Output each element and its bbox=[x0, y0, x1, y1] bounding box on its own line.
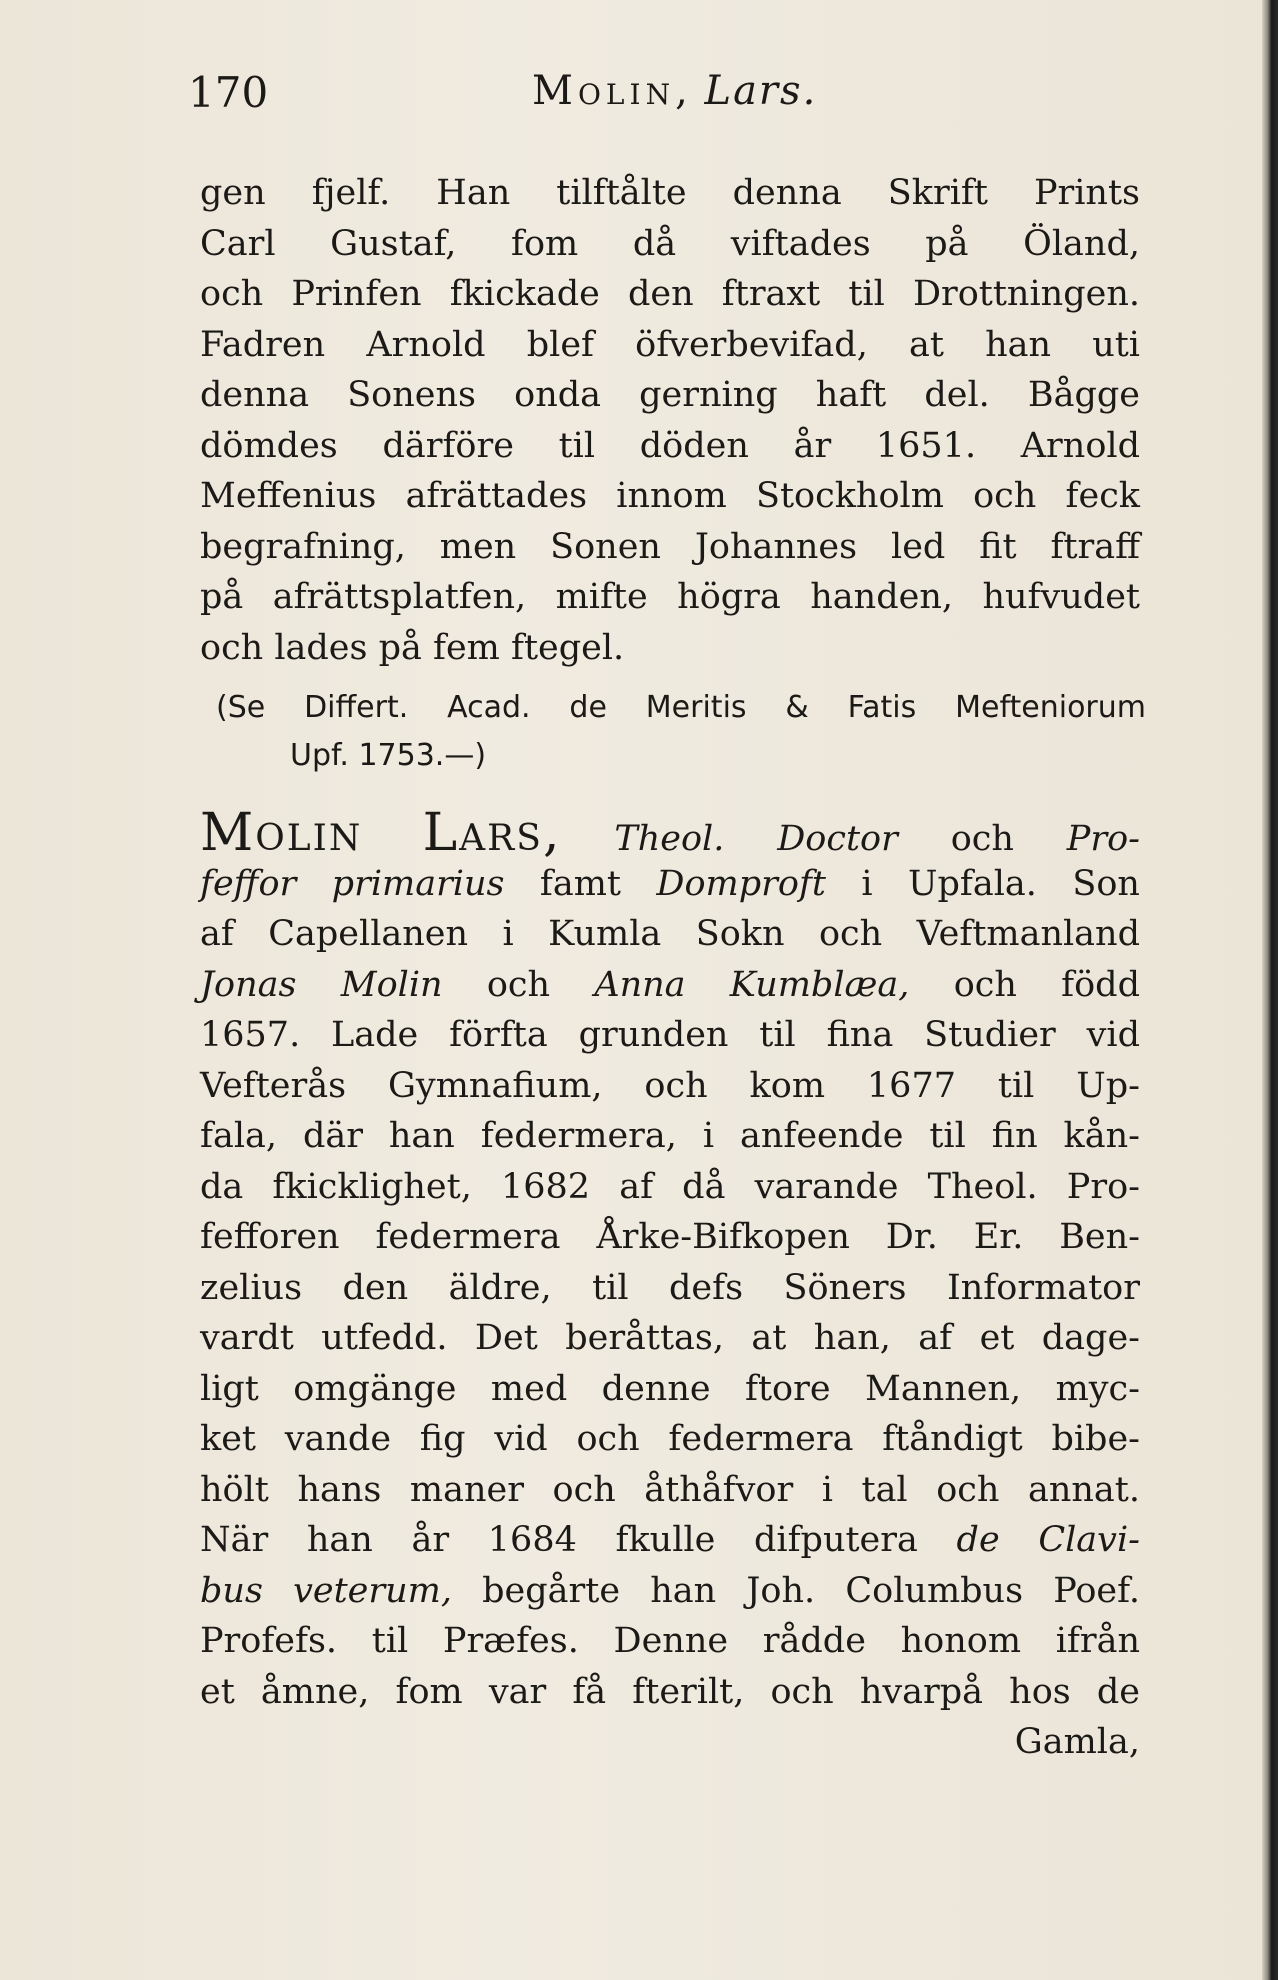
reference-line: Upf. 1753.—) bbox=[290, 738, 487, 773]
text-fragment: begårte han Joh. Columbus Poef. bbox=[482, 1570, 1140, 1611]
text-line: hölt hans maner och åthåfvor i tal och annat. bbox=[200, 1469, 1140, 1510]
running-head-separator: , bbox=[675, 68, 690, 114]
text-fragment: och född bbox=[953, 964, 1140, 1005]
text-line: et åmne, fom var få fterilt, och hvarpå hos de bbox=[200, 1671, 1140, 1712]
text-fragment: famt bbox=[539, 863, 621, 904]
text-line: denna Sonens onda gerning haft del. Bågge bbox=[200, 375, 1140, 415]
source-reference bbox=[216, 684, 1146, 780]
text-line: fala, där han federmera, i anfeende til fin kån- bbox=[200, 1116, 1140, 1156]
continued-paragraph bbox=[200, 168, 1140, 673]
text-fragment: Jonas Molin bbox=[200, 964, 443, 1005]
text-line: gen fjelf. Han tilftålte denna Skrift Prints bbox=[200, 173, 1140, 213]
running-head-surname: Molin bbox=[532, 68, 676, 114]
text-line: fefforen federmera Årke-Bifkopen Dr. Er. Ben- bbox=[200, 1217, 1140, 1257]
catchword: Gamla, bbox=[1014, 1722, 1140, 1762]
text-line bbox=[200, 1515, 1140, 1566]
text-fragment: och bbox=[486, 964, 551, 1005]
text-fragment: Anna Kumblæa, bbox=[594, 964, 910, 1005]
text-line: dömdes därföre til döden år 1651. Arnold bbox=[200, 425, 1140, 466]
text-fragment: i Upfala. Son bbox=[861, 863, 1140, 904]
page-number: 170 bbox=[188, 68, 269, 117]
text-line: Vefterås Gymnafium, och kom 1677 til Up- bbox=[200, 1065, 1140, 1106]
text-line: 1657. Lade förfta grunden til fina Studier vid bbox=[200, 1015, 1140, 1055]
text-line bbox=[200, 1566, 1140, 1617]
text-line: vardt utfedd. Det beråttas, at han, af et dage- bbox=[200, 1318, 1140, 1358]
molin-entry bbox=[200, 803, 1140, 1768]
text-fragment: bus veterum, bbox=[200, 1570, 452, 1611]
text-line bbox=[200, 859, 1140, 910]
reference-line: (Se Differt. Acad. de Meritis & Fatis Mefteniorum bbox=[216, 690, 1146, 725]
text-line: begrafning, men Sonen Johannes led fit ftraff bbox=[200, 526, 1140, 567]
text-line: Profefs. til Præfes. Denne rådde honom ifrån bbox=[200, 1621, 1140, 1661]
text-fragment: de Clavi- bbox=[956, 1520, 1140, 1560]
entry-heading-line bbox=[200, 803, 1140, 863]
book-spine-edge bbox=[1262, 0, 1278, 1980]
text-line: och lades på fem ftegel. bbox=[200, 627, 625, 668]
entry-title: Theol. Doctor bbox=[614, 819, 898, 859]
text-line: Carl Gustaf, fom då viftades på Öland, bbox=[200, 223, 1140, 264]
text-line: da fkicklighet, 1682 af då varande Theol. Pro- bbox=[200, 1166, 1140, 1207]
text-line: af Capellanen i Kumla Sokn och Veftmanland bbox=[200, 914, 1140, 954]
text-line bbox=[200, 960, 1140, 1011]
text-fragment: feffor primarius bbox=[200, 863, 505, 904]
entry-name: Molin Lars, bbox=[200, 803, 562, 863]
text-line: Meffenius afrättades innom Stockholm och feck bbox=[200, 476, 1140, 516]
text-line: Fadren Arnold blef öfverbevifad, at han uti bbox=[200, 324, 1140, 365]
text-line: zelius den äldre, til defs Söners Informator bbox=[200, 1267, 1140, 1308]
page-header bbox=[188, 68, 1148, 118]
text-fragment: Domproft bbox=[656, 863, 826, 904]
running-head bbox=[532, 68, 817, 114]
text-fragment: Pro- bbox=[1066, 819, 1140, 859]
text-line: och Prinfen fkickade den ftraxt til Drottningen. bbox=[200, 274, 1140, 314]
text-line: ligt omgänge med denne ftore Mannen, myc- bbox=[200, 1368, 1140, 1409]
text-line: ket vande fig vid och federmera ftåndigt bibe- bbox=[200, 1419, 1140, 1459]
running-head-given-name: Lars. bbox=[704, 68, 818, 114]
text-fragment: När han år 1684 fkulle difputera bbox=[200, 1520, 918, 1560]
text-line: på afrättsplatfen, mifte högra handen, hufvudet bbox=[200, 577, 1140, 617]
text-fragment: och bbox=[950, 819, 1014, 859]
